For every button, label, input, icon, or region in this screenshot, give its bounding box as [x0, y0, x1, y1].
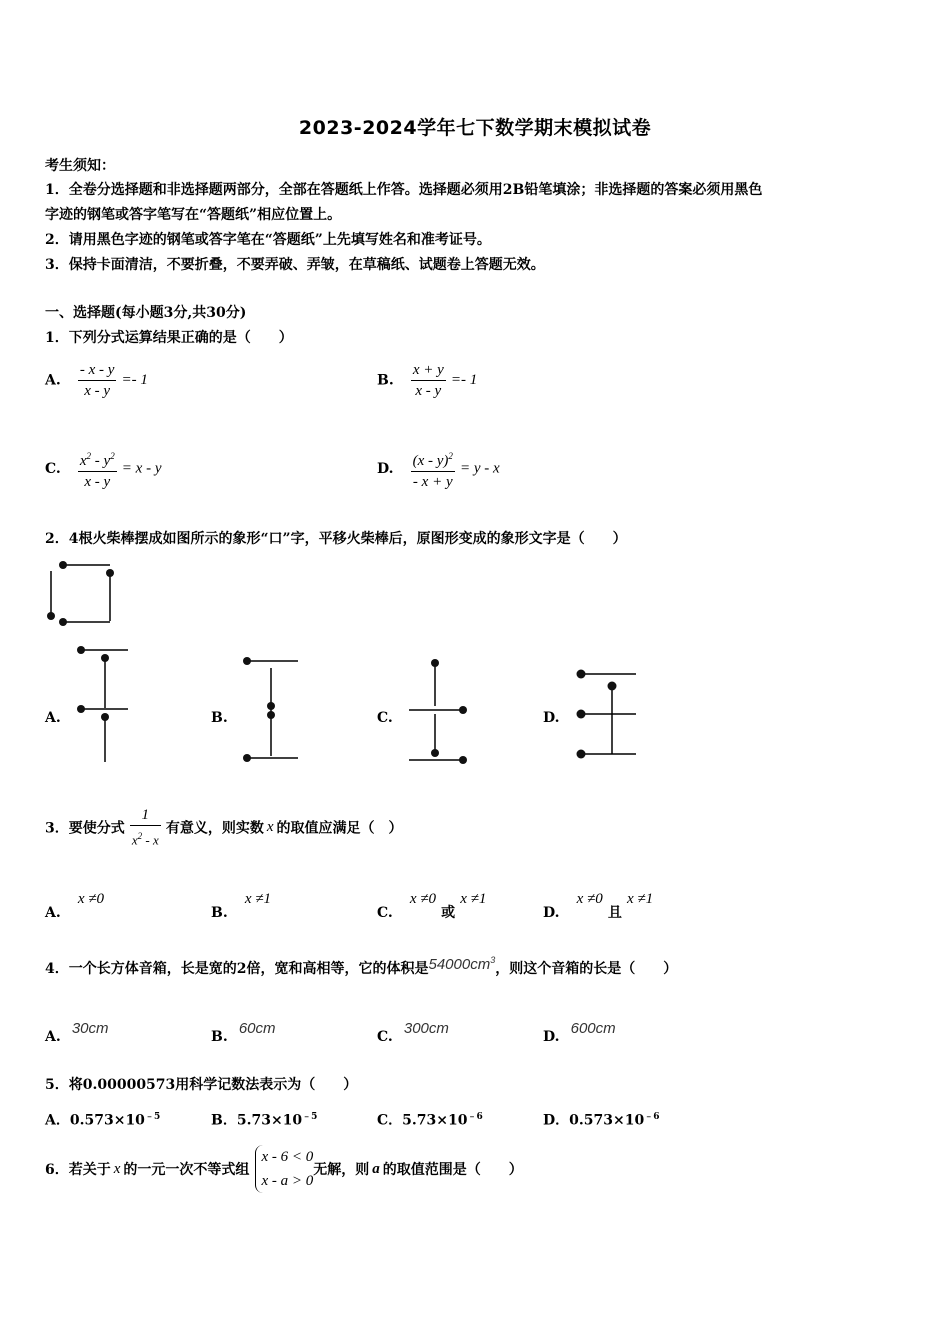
- section-heading: 一、选择题(每小题3分,共30分): [45, 305, 247, 321]
- rhs: = x - y: [121, 460, 162, 477]
- matchstick-original-figure: [40, 555, 130, 635]
- notice-item-1b: 字迹的钢笔或答字笔写在“答题纸”相应位置上。: [45, 207, 342, 223]
- exponent-1: 2: [86, 451, 92, 461]
- q3-stem: 3．要使分式 $\frac{1}{x^2 - x}$ 有意义，则实数 x 的取值应满足（ ）: [45, 805, 403, 850]
- denominator: x - y: [84, 474, 111, 490]
- fraction: [411, 360, 446, 401]
- denominator: x - y: [415, 383, 442, 399]
- q2-option-b-figure[interactable]: [238, 652, 304, 767]
- q2-option-a-figure[interactable]: [70, 640, 140, 765]
- q3-option-c[interactable]: C. x ≠0 或 x ≠1: [377, 891, 487, 921]
- q2-option-d-label[interactable]: D.: [543, 710, 560, 726]
- notice-item-2: 2．请用黑色字迹的钢笔或答字笔在“答题纸”上先填写姓名和准考证号。: [45, 232, 491, 248]
- q5-option-c[interactable]: C．$5.73\times 10^{﹣6}$: [377, 1112, 483, 1129]
- notice-heading: 考生须知：: [45, 158, 115, 174]
- q1-option-a[interactable]: [45, 360, 148, 401]
- option-label: C.: [45, 461, 61, 477]
- q5-option-d[interactable]: D．$0.573\times 10^{﹣6}$: [543, 1112, 660, 1129]
- option-label: A.: [45, 372, 61, 389]
- q1-option-c[interactable]: [45, 446, 161, 492]
- q5-stem: 5．将0.00000573用科学记数法表示为（ ）: [45, 1077, 358, 1093]
- numerator: - x - y: [79, 362, 115, 378]
- q1-stem: 1．下列分式运算结果正确的是（ ）: [45, 330, 293, 346]
- q3-option-d[interactable]: D. x ≠0 且 x ≠1: [543, 891, 654, 921]
- notice-item-1a: 1．全卷分选择题和非选择题两部分，全部在答题纸上作答。选择题必须用2B铅笔填涂；非选择题的答案必须用黑色: [45, 182, 763, 198]
- q6-stem: 6．若关于 x 的一元一次不等式组 x - 6 < 0 x - a > 0 无解，则 a 的取值范围是（ ）: [45, 1145, 523, 1193]
- numerator-term-2: - y: [91, 453, 111, 469]
- option-label: B.: [377, 372, 394, 389]
- inequality-1: x - 6 < 0: [261, 1149, 314, 1165]
- numerator: x + y: [412, 362, 444, 378]
- q4-volume: $54000cm^3$: [428, 955, 496, 973]
- q2-option-c-figure[interactable]: [403, 652, 473, 767]
- q2-option-d-figure[interactable]: [570, 662, 642, 767]
- fraction: [78, 446, 117, 492]
- q1-option-b[interactable]: [377, 360, 477, 401]
- rhs: =- 1: [121, 372, 148, 388]
- q3-option-a[interactable]: A. x ≠0: [45, 891, 104, 921]
- q4-option-c[interactable]: C. 300cm: [377, 1020, 449, 1045]
- rhs: =- 1: [450, 372, 478, 388]
- numerator: (x - y)$^2$: [412, 451, 453, 469]
- inequality-2: x - a > 0: [261, 1173, 314, 1189]
- q2-option-c-label[interactable]: C.: [377, 710, 393, 726]
- q5-option-b[interactable]: B．$5.73\times 10^{﹣5}$: [211, 1112, 318, 1129]
- q2-stem: 2．4根火柴棒摆成如图所示的象形“口”字，平移火柴棒后，原图形变成的象形文字是（ ）: [45, 531, 627, 547]
- q4-option-d[interactable]: D. 600cm: [543, 1020, 616, 1045]
- notice-item-3: 3．保持卡面清洁，不要折叠，不要弄破、弄皱，在草稿纸、试题卷上答题无效。: [45, 257, 545, 273]
- q3-option-b[interactable]: B. x ≠1: [211, 891, 271, 921]
- fraction: [78, 360, 117, 401]
- exponent-2: 2: [110, 451, 115, 461]
- q2-option-a-label[interactable]: A.: [45, 710, 61, 726]
- q3-fraction: $\frac{1}{x^2 - x}$: [131, 807, 159, 848]
- q4-option-a[interactable]: A. 30cm: [45, 1020, 109, 1045]
- numerator-term-1: x: [79, 453, 87, 469]
- numerator: [78, 446, 117, 471]
- inequality-system: [255, 1145, 314, 1193]
- option-label: D.: [377, 461, 394, 477]
- denominator: - x + y: [412, 474, 453, 490]
- fraction: [411, 446, 455, 492]
- q4-option-b[interactable]: B. 60cm: [211, 1020, 276, 1045]
- q2-option-b-label[interactable]: B.: [211, 710, 228, 726]
- q4-stem: 4．一个长方体音箱，长是宽的2倍，宽和高相等，它的体积是$54000cm^3$，则这个音箱的长是（ ）: [45, 955, 678, 977]
- rhs: = y - x: [460, 460, 500, 477]
- q5-option-a[interactable]: A．$0.573\times 10^{﹣5}$: [45, 1112, 161, 1129]
- exponent: 2: [448, 451, 453, 461]
- page-title: 2023-2024学年七下数学期末模拟试卷: [298, 117, 652, 139]
- q1-option-d[interactable]: [377, 446, 500, 492]
- denominator: x - y: [84, 383, 111, 399]
